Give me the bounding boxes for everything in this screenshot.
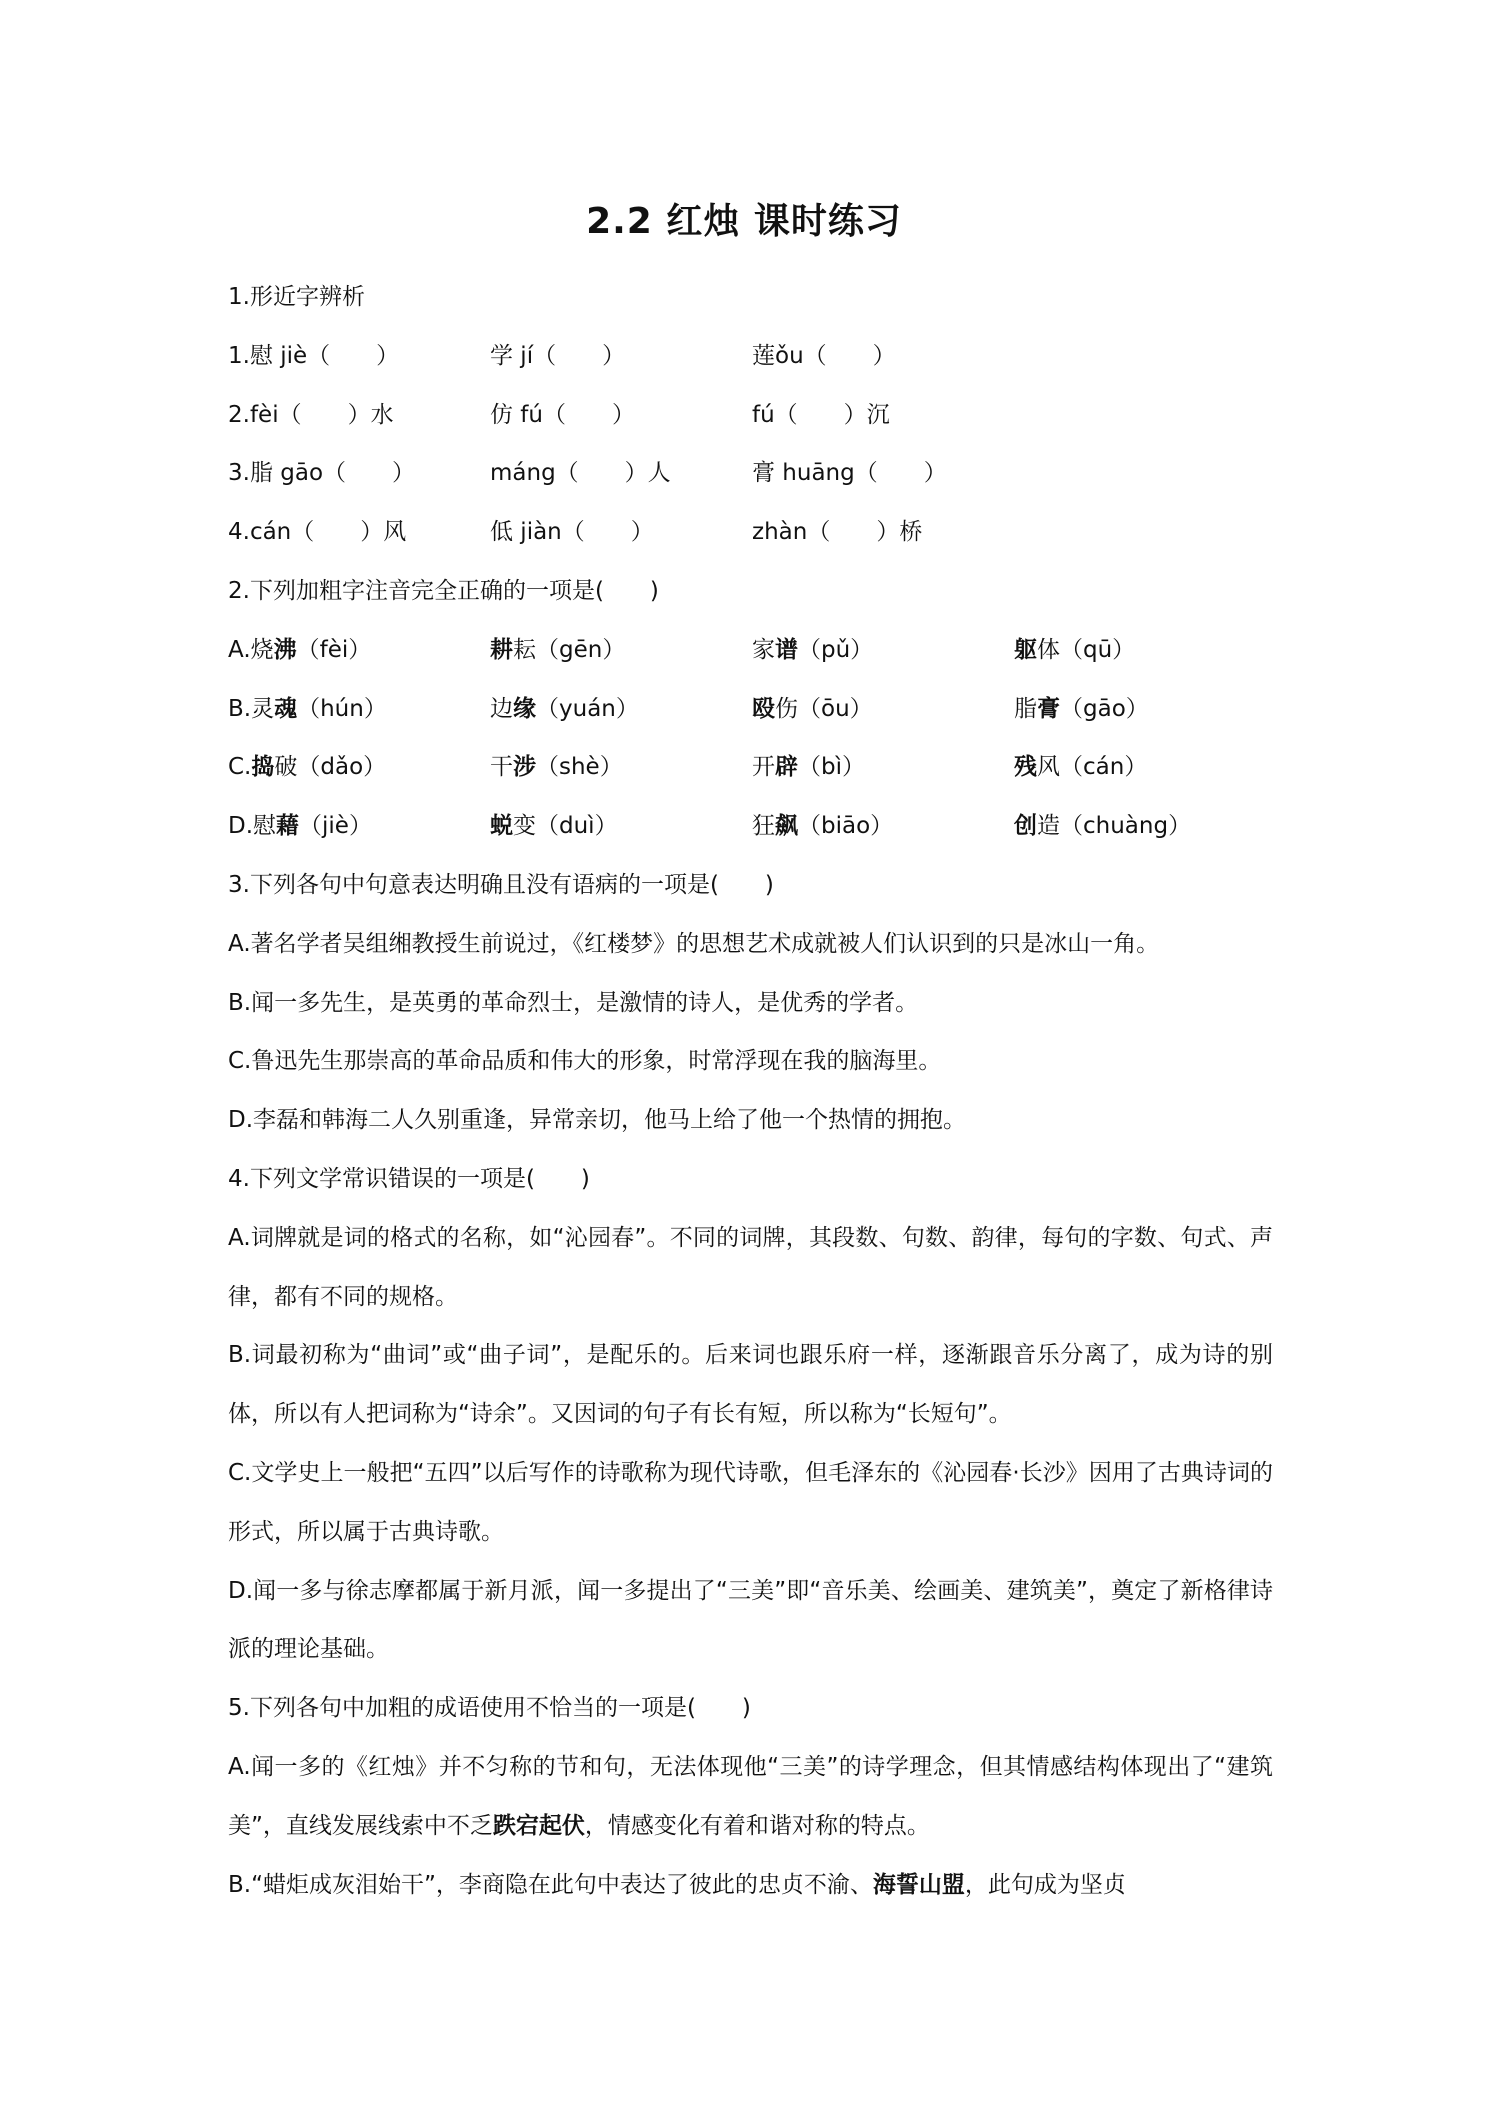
q2-item xyxy=(228,621,490,680)
q1-item: 膏 huāng（ ） xyxy=(752,460,947,487)
q1-item: 4.cán（ ）风 xyxy=(228,519,407,546)
item-text: 家 xyxy=(752,636,775,663)
bold-char: 耕 xyxy=(490,636,513,663)
question-5-stem: 5.下列各句中加粗的成语使用不恰当的一项是( ) xyxy=(228,1695,751,1722)
q2-item xyxy=(1014,797,1273,856)
q3-option-b: B.闻一多先生，是英勇的革命烈士，是激情的诗人，是优秀的学者。 xyxy=(228,989,919,1016)
item-text: （jiè） xyxy=(299,813,372,840)
question-2-stem: 2.下列加粗字注音完全正确的一项是( ) xyxy=(228,577,659,604)
q1-row-3 xyxy=(228,444,1273,503)
q1-item: máng（ ）人 xyxy=(490,460,671,487)
q2-option-c-row xyxy=(228,738,1273,797)
q2-item xyxy=(490,621,752,680)
option-text: B.“蜡炬成灰泪始干”，李商隐在此句中表达了彼此的忠贞不渝、 xyxy=(228,1871,873,1898)
item-text: （biāo） xyxy=(798,813,894,840)
item-text: 破（dǎo） xyxy=(274,754,387,781)
question-4-stem: 4.下列文学常识错误的一项是( ) xyxy=(228,1165,590,1192)
item-text: 伤（ōu） xyxy=(775,695,873,722)
q2-item xyxy=(490,680,752,739)
q5-option-b xyxy=(228,1856,1273,1915)
bold-char: 谱 xyxy=(775,636,798,663)
q1-row-2 xyxy=(228,386,1273,445)
q2-item xyxy=(1014,680,1273,739)
q2-item xyxy=(228,797,490,856)
q4-option-d: D.闻一多与徐志摩都属于新月派，闻一多提出了“三美”即“音乐美、绘画美、建筑美”，奠定了新格律诗派的理论基础。 xyxy=(228,1577,1273,1663)
q2-item xyxy=(490,738,752,797)
q2-item xyxy=(752,680,1014,739)
item-text: 开 xyxy=(752,754,775,781)
item-text: 耘（gēn） xyxy=(513,636,626,663)
bold-char: 缘 xyxy=(513,695,536,722)
item-text: （hún） xyxy=(297,695,387,722)
bold-char: 藉 xyxy=(276,813,300,840)
q2-item xyxy=(752,738,1014,797)
q1-item: 低 jiàn（ ） xyxy=(490,519,654,546)
bold-char: 殴 xyxy=(752,695,775,722)
bold-char: 躯 xyxy=(1014,636,1037,663)
q3-option-c: C.鲁迅先生那崇高的革命品质和伟大的形象，时常浮现在我的脑海里。 xyxy=(228,1048,942,1075)
option-text: ，此句成为坚贞 xyxy=(964,1871,1126,1898)
item-text: 体（qū） xyxy=(1037,636,1136,663)
q4-option-b: B.词最初称为“曲词”或“曲子词”，是配乐的。后来词也跟乐府一样，逐渐跟音乐分离了，成为诗的别体，所以有人把词称为“诗余”。又因词的句子有长有短，所以称为“长短句”。 xyxy=(228,1342,1273,1428)
q5-option-a xyxy=(228,1738,1273,1856)
bold-char: 创 xyxy=(1014,813,1037,840)
q1-item: 3.脂 gāo（ ） xyxy=(228,460,416,487)
item-text: 脂 xyxy=(1014,695,1037,722)
q2-item xyxy=(228,680,490,739)
bold-char: 魂 xyxy=(274,695,298,722)
q1-row-4 xyxy=(228,503,1273,562)
q4-option-a: A.词牌就是词的格式的名称，如“沁园春”。不同的词牌，其段数、句数、韵律，每句的字数、句式、声律，都有不同的规格。 xyxy=(228,1224,1273,1310)
bold-idiom: 海誓山盟 xyxy=(872,1871,965,1898)
q4-option-c: C.文学史上一般把“五四”以后写作的诗歌称为现代诗歌，但毛泽东的《沁园春·长沙》因用了古典诗词的形式，所以属于古典诗歌。 xyxy=(228,1459,1273,1545)
bold-char: 辟 xyxy=(775,754,798,781)
item-text: 变（duì） xyxy=(513,813,618,840)
q2-item xyxy=(1014,621,1273,680)
item-text: C. xyxy=(228,754,252,781)
q2-item xyxy=(1014,738,1273,797)
q2-item xyxy=(752,797,1014,856)
q1-item: 学 jí（ ） xyxy=(490,342,626,369)
question-3-stem: 3.下列各句中句意表达明确且没有语病的一项是( ) xyxy=(228,871,774,898)
question-1-stem: 1.形近字辨析 xyxy=(228,284,365,310)
q3-option-a: A.著名学者吴组缃教授生前说过，《红楼梦》的思想艺术成就被人们认识到的只是冰山一角。 xyxy=(228,930,1160,957)
q1-item: 莲ǒu（ ） xyxy=(752,342,896,369)
q2-item xyxy=(228,738,490,797)
bold-char: 蜕 xyxy=(490,813,513,840)
q1-item: fú（ ）沉 xyxy=(752,401,890,428)
bold-idiom: 跌宕起伏 xyxy=(492,1812,585,1839)
q2-option-b-row xyxy=(228,680,1273,739)
item-text: （gāo） xyxy=(1060,695,1149,722)
item-text: 干 xyxy=(490,754,513,781)
bold-char: 飙 xyxy=(775,813,798,840)
exercise-content xyxy=(228,268,1273,1914)
bold-char: 残 xyxy=(1014,754,1037,781)
item-text: 边 xyxy=(490,695,513,722)
bold-char: 沸 xyxy=(273,636,297,663)
item-text: D.慰 xyxy=(228,813,277,840)
bold-char: 涉 xyxy=(513,754,536,781)
item-text: 狂 xyxy=(752,813,775,840)
q2-item xyxy=(752,621,1014,680)
item-text: （bì） xyxy=(798,754,865,781)
q1-item: 2.fèi（ ）水 xyxy=(228,401,394,428)
q1-item: zhàn（ ）桥 xyxy=(752,519,923,546)
q2-item xyxy=(490,797,752,856)
item-text: A.烧 xyxy=(228,636,274,663)
item-text: （fèi） xyxy=(296,636,372,663)
q1-row-1 xyxy=(228,327,1273,386)
item-text: （pǔ） xyxy=(798,636,874,663)
bold-char: 捣 xyxy=(251,754,275,781)
item-text: 风（cán） xyxy=(1037,754,1148,781)
q2-option-d-row xyxy=(228,797,1273,856)
q1-item: 1.慰 jiè（ ） xyxy=(228,342,400,369)
item-text: 造（chuàng） xyxy=(1037,813,1192,840)
item-text: （shè） xyxy=(536,754,623,781)
item-text: B.灵 xyxy=(228,695,275,722)
option-text: ，情感变化有着和谐对称的特点。 xyxy=(584,1812,930,1839)
option-text: A.闻一多的《红烛》并不匀称的节和句，无法体现他“三美”的诗学理念，但其情感结构体现出了“建筑美”，直线发展线索中不乏 xyxy=(228,1753,1273,1839)
q2-option-a-row xyxy=(228,621,1273,680)
page-title: 2.2 红烛 课时练习 xyxy=(586,201,902,242)
item-text: （yuán） xyxy=(536,695,639,722)
q1-item: 仿 fú（ ） xyxy=(490,401,635,428)
bold-char: 膏 xyxy=(1037,695,1060,722)
q3-option-d: D.李磊和韩海二人久别重逢，异常亲切，他马上给了他一个热情的拥抱。 xyxy=(228,1107,967,1134)
